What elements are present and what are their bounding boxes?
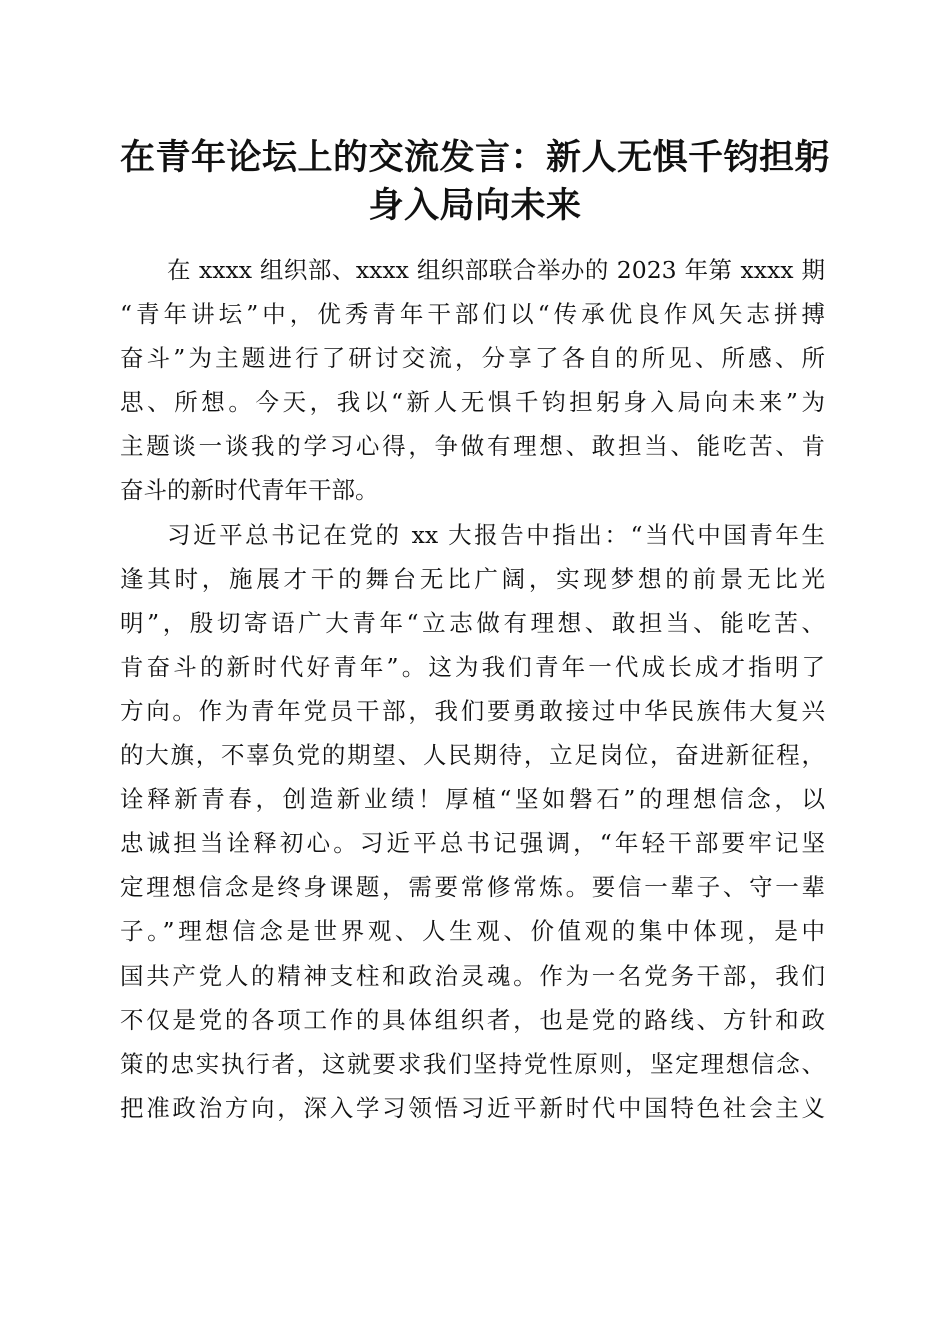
- paragraph-2: [120, 513, 825, 1130]
- paragraph-line: 把准政治方向，深入学习领悟习近平新时代中国特色社会主义: [120, 1093, 825, 1122]
- paragraph-line: 子。”理想信念是世界观、人生观、价值观的集中体现，是中: [120, 917, 825, 946]
- paragraph-line: 奋斗”为主题进行了研讨交流，分享了各自的所见、所感、所: [120, 344, 825, 373]
- paragraph-line: 在 xxxx 组织部、xxxx 组织部联合举办的 2023 年第 xxxx 期: [167, 256, 825, 284]
- paragraph-line: 方向。作为青年党员干部，我们要勇敢接过中华民族伟大复兴: [120, 696, 825, 725]
- paragraph-line: 奋斗的新时代青年干部。: [120, 476, 379, 505]
- paragraph-line: 诠释新青春，创造新业绩！厚植“坚如磐石”的理想信念，以: [120, 785, 825, 814]
- paragraph-line: 肯奋斗的新时代好青年”。这为我们青年一代成长成才指明了: [120, 652, 825, 681]
- title-line: 在青年论坛上的交流发言：新人无惧千钧担躬: [119, 137, 830, 178]
- paragraph-line: 国共产党人的精神支柱和政治灵魂。作为一名党务干部，我们: [120, 961, 825, 990]
- document-title: [100, 134, 850, 230]
- paragraph-line: 明”，殷切寄语广大青年“立志做有理想、敢担当、能吃苦、: [120, 608, 825, 637]
- paragraph-line: 思、所想。今天，我以“新人无惧千钧担躬身入局向未来”为: [120, 388, 825, 417]
- document-body: [120, 248, 825, 1130]
- title-line: 身入局向未来: [368, 185, 582, 226]
- paragraph-line: 逢其时，施展才干的舞台无比广阔，实现梦想的前景无比光: [120, 564, 825, 593]
- paragraph-line: 的大旗，不辜负党的期望、人民期待，立足岗位，奋进新征程，: [120, 741, 825, 770]
- paragraph-line: 忠诚担当诠释初心。习近平总书记强调，“年轻干部要牢记坚: [120, 829, 825, 858]
- paragraph-line: 主题谈一谈我的学习心得，争做有理想、敢担当、能吃苦、肯: [120, 432, 825, 461]
- paragraph-line: 习近平总书记在党的 xx 大报告中指出：“当代中国青年生: [167, 520, 825, 549]
- paragraph-1: [120, 248, 825, 513]
- paragraph-line: 定理想信念是终身课题，需要常修常炼。要信一辈子、守一辈: [120, 873, 825, 902]
- paragraph-line: 策的忠实执行者，这就要求我们坚持党性原则，坚定理想信念、: [120, 1049, 825, 1078]
- paragraph-line: 不仅是党的各项工作的具体组织者，也是党的路线、方针和政: [120, 1005, 825, 1034]
- paragraph-line: “青年讲坛”中，优秀青年干部们以“传承优良作风矢志拼搏: [120, 300, 825, 329]
